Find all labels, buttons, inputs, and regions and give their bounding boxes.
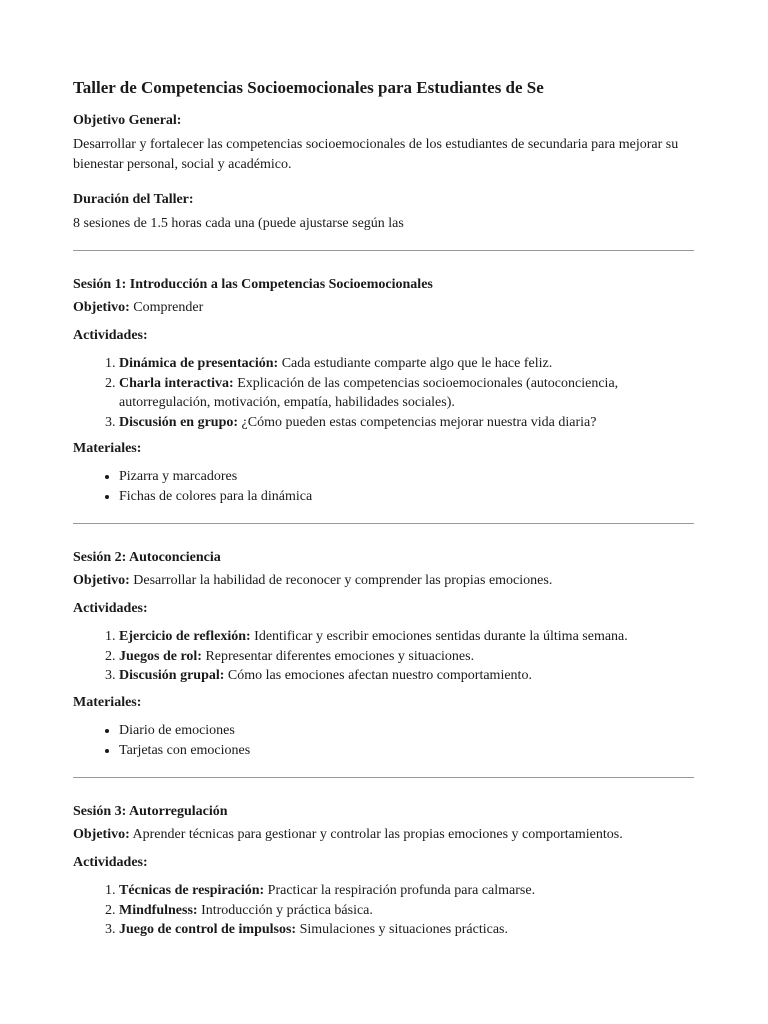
session-2-title: Sesión 2: Autoconciencia xyxy=(73,550,221,565)
list-item: • Fichas de colores para la dinámica xyxy=(119,487,694,507)
activity-text: Practicar la respiración profunda para calmarse. xyxy=(267,883,536,898)
list-item xyxy=(119,666,694,686)
session-2-materials-label: Materiales: xyxy=(73,695,142,710)
session-1-objective xyxy=(73,298,694,318)
list-item xyxy=(119,354,694,374)
activity-label: Discusión en grupo: xyxy=(119,414,239,430)
duration-text: 8 sesiones de 1.5 horas cada una (puede ajustarse según las xyxy=(73,216,404,231)
session-1-materials-label: Materiales: xyxy=(73,441,142,456)
duration-heading xyxy=(73,190,694,210)
session-1-materials xyxy=(73,467,694,506)
list-item xyxy=(119,647,694,667)
session-3-activities xyxy=(73,881,694,940)
activity-label: Juego de control de impulsos: xyxy=(119,922,297,937)
activity-text: Explicación de las competencias socioemocionales (autoconciencia, autorregulación, motivación, empatía, habilidades sociales). xyxy=(119,375,619,410)
list-item xyxy=(119,881,694,901)
session-1-objective-label: Objetivo: xyxy=(73,300,130,315)
session-2-activities xyxy=(73,627,694,686)
list-item xyxy=(119,627,694,647)
activity-label: Discusión grupal: xyxy=(119,668,225,683)
list-item xyxy=(119,901,694,921)
list-item: • Tarjetas con emociones xyxy=(119,741,694,761)
activity-label: Charla interactiva: xyxy=(119,375,234,391)
session-2-objective-text: Desarrollar la habilidad de reconocer y comprender las propias emociones. xyxy=(133,573,553,588)
section-divider xyxy=(73,250,694,251)
session-1-activities-label: Actividades: xyxy=(73,328,148,343)
list-item: • Pizarra y marcadores xyxy=(119,467,694,487)
general-objective-heading xyxy=(73,111,694,131)
activity-label: Dinámica de presentación: xyxy=(119,356,279,371)
activity-text: Representar diferentes emociones y situaciones. xyxy=(205,648,475,664)
session-3-objective-text: Aprender técnicas para gestionar y controlar las propias emociones y comportamientos. xyxy=(132,827,623,842)
session-3-title: Sesión 3: Autorregulación xyxy=(73,804,228,819)
activity-text: Cómo las emociones afectan nuestro comportamiento. xyxy=(227,668,532,683)
session-1-activities xyxy=(73,354,694,432)
list-item xyxy=(119,374,694,413)
general-objective-text: Desarrollar y fortalecer las competencias socioemocionales de los estudiantes de secundaria para mejorar su bienestar personal, social y académico. xyxy=(73,137,679,172)
section-divider xyxy=(73,777,694,778)
session-1-title: Sesión 1: Introducción a las Competencias Socioemocionales xyxy=(73,277,433,292)
list-item xyxy=(119,413,694,433)
session-3-objective xyxy=(73,825,694,845)
list-item: • Diario de emociones xyxy=(119,721,694,741)
list-item xyxy=(119,920,694,940)
activity-text: Simulaciones y situaciones prácticas. xyxy=(299,922,508,937)
activity-text: ¿Cómo pueden estas competencias mejorar nuestra vida diaria? xyxy=(241,414,597,430)
session-2-activities-label: Actividades: xyxy=(73,601,148,616)
activity-text: Introducción y práctica básica. xyxy=(201,902,373,918)
session-1-objective-text: Comprender xyxy=(133,300,204,315)
document-title: Taller de Competencias Socioemocionales para Estudiantes de Se xyxy=(73,78,544,97)
session-3-activities-label: Actividades: xyxy=(73,855,148,870)
duration-label: Duración del Taller: xyxy=(73,192,194,207)
activity-label: Mindfulness: xyxy=(119,902,198,918)
session-2-materials xyxy=(73,721,694,760)
session-2-objective-label: Objetivo: xyxy=(73,573,130,588)
session-3-objective-label: Objetivo: xyxy=(73,827,130,842)
session-2-objective xyxy=(73,571,694,591)
activity-label: Técnicas de respiración: xyxy=(119,883,265,898)
activity-label: Juegos de rol: xyxy=(119,648,202,664)
activity-label: Ejercicio de reflexión: xyxy=(119,629,251,644)
activity-text: Identificar y escribir emociones sentidas durante la última semana. xyxy=(254,629,628,644)
section-divider xyxy=(73,523,694,524)
general-objective-label: Objetivo General: xyxy=(73,113,182,128)
activity-text: Cada estudiante comparte algo que le hace feliz. xyxy=(281,356,553,371)
